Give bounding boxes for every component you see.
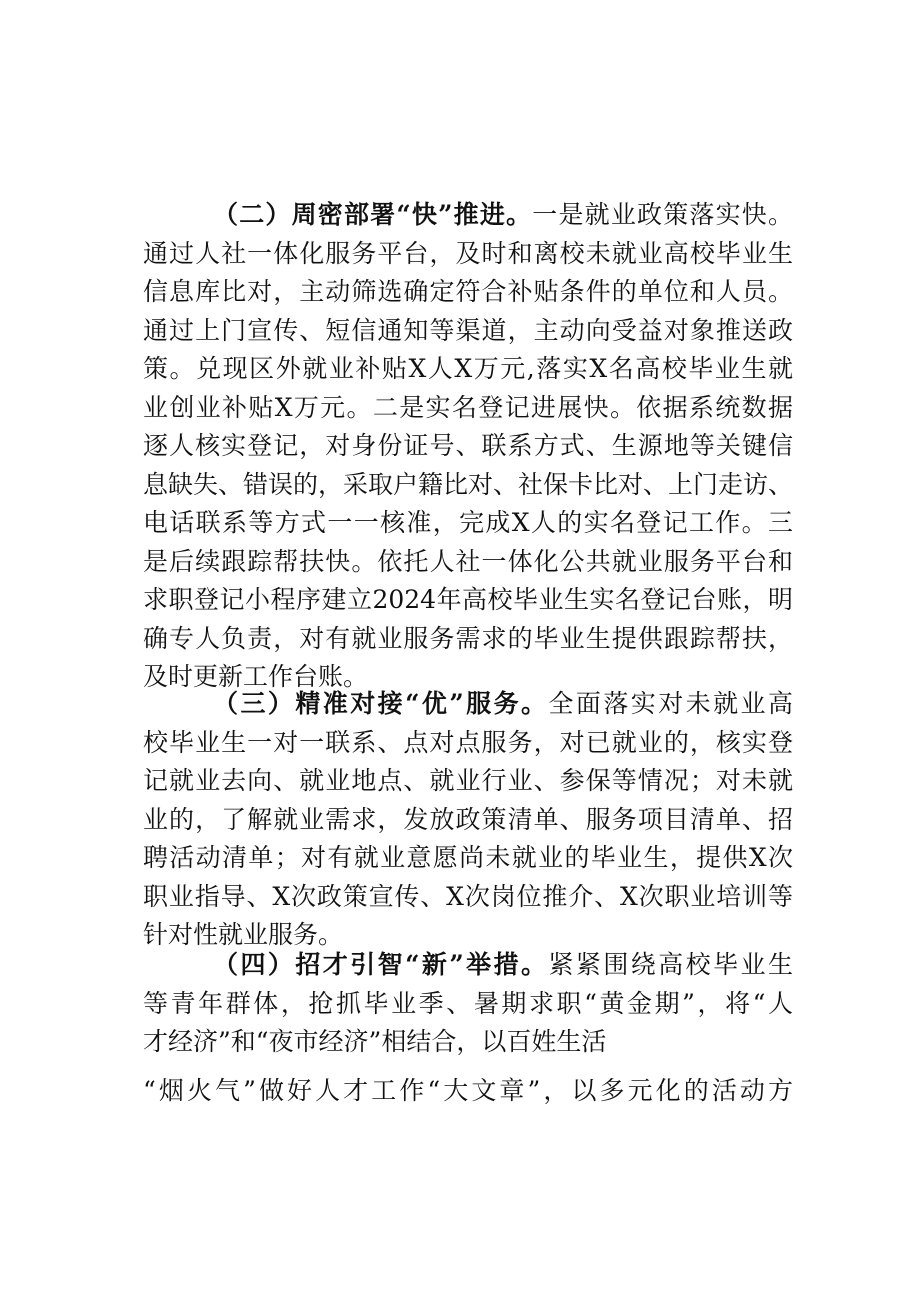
paragraph-line: 等青年群体，抢抓毕业季、暑期求职“黄金期”，将“人 xyxy=(143,988,793,1018)
section-heading: （三）精准对接“优”服务。 xyxy=(213,689,549,718)
paragraph-first-line xyxy=(143,685,793,724)
paragraph-line: 及时更新工作台账。 xyxy=(143,662,369,691)
paragraph-line: 聘活动清单；对有就业意愿尚未就业的毕业生，提供X次 xyxy=(143,843,793,872)
paragraph-text: 紧紧围绕高校毕业生 xyxy=(548,950,793,979)
paragraph-line: 求职登记小程序建立2024年高校毕业生实名登记台账，明 xyxy=(143,585,793,614)
paragraph-line: 通过人社一体化服务平台，及时和离校未就业高校毕业生 xyxy=(143,238,793,268)
paragraph-line: 业的，了解就业需求，发放政策清单、服务项目清单、招 xyxy=(143,804,793,834)
section-heading: （二）周密部署“快”推进。 xyxy=(213,200,533,229)
paragraph-line: 校毕业生一对一联系、点对点服务，对已就业的，核实登 xyxy=(143,727,793,757)
paragraph-line: 逐人核实登记，对身份证号、联系方式、生源地等关键信 xyxy=(143,431,793,460)
paragraph-line: 息缺失、错误的，采取户籍比对、社保卡比对、上门走访、 xyxy=(143,469,794,499)
paragraph-line: 策。兑现区外就业补贴X人X万元,落实X名高校毕业生就 xyxy=(143,354,793,383)
paragraph-line: 是后续跟踪帮扶快。依托人社一体化公共就业服务平台和 xyxy=(143,546,793,576)
paragraph-line: 通过上门宣传、短信通知等渠道，主动向受益对象推送政 xyxy=(143,315,793,345)
paragraph-line: 才经济”和“夜市经济”相结合，以百姓生活 xyxy=(143,1027,607,1056)
section-heading: （四）招才引智“新”举措。 xyxy=(213,950,549,979)
paragraph-first-line xyxy=(143,196,793,235)
paragraph-line: 业创业补贴X万元。二是实名登记进展快。依据系统数据 xyxy=(143,392,793,422)
paragraph-line: 电话联系等方式一一核准，完成X人的实名登记工作。三 xyxy=(143,508,793,537)
paragraph-line: 确专人负责，对有就业服务需求的毕业生提供跟踪帮扶， xyxy=(143,623,793,653)
trailing-paragraph xyxy=(143,1072,793,1111)
paragraph-line: 记就业去向、就业地点、就业行业、参保等情况；对未就 xyxy=(143,766,793,795)
paragraph-text: 一是就业政策落实快。 xyxy=(532,200,793,229)
paragraph-line: 针对性就业服务。 xyxy=(143,920,344,949)
paragraph-text: 全面落实对未就业高 xyxy=(548,689,793,718)
paragraph-line: 职业指导、X次政策宣传、X次岗位推介、X次职业培训等 xyxy=(143,881,793,911)
paragraph-first-line xyxy=(143,946,793,985)
paragraph-line: “烟火气”做好人才工作“大文章”，以多元化的活动方 xyxy=(143,1076,793,1105)
paragraph-line: 信息库比对，主动筛选确定符合补贴条件的单位和人员。 xyxy=(143,277,793,306)
paragraph-section-3 xyxy=(143,685,793,955)
paragraph-section-2 xyxy=(143,196,793,697)
paragraph-section-4 xyxy=(143,946,793,1062)
